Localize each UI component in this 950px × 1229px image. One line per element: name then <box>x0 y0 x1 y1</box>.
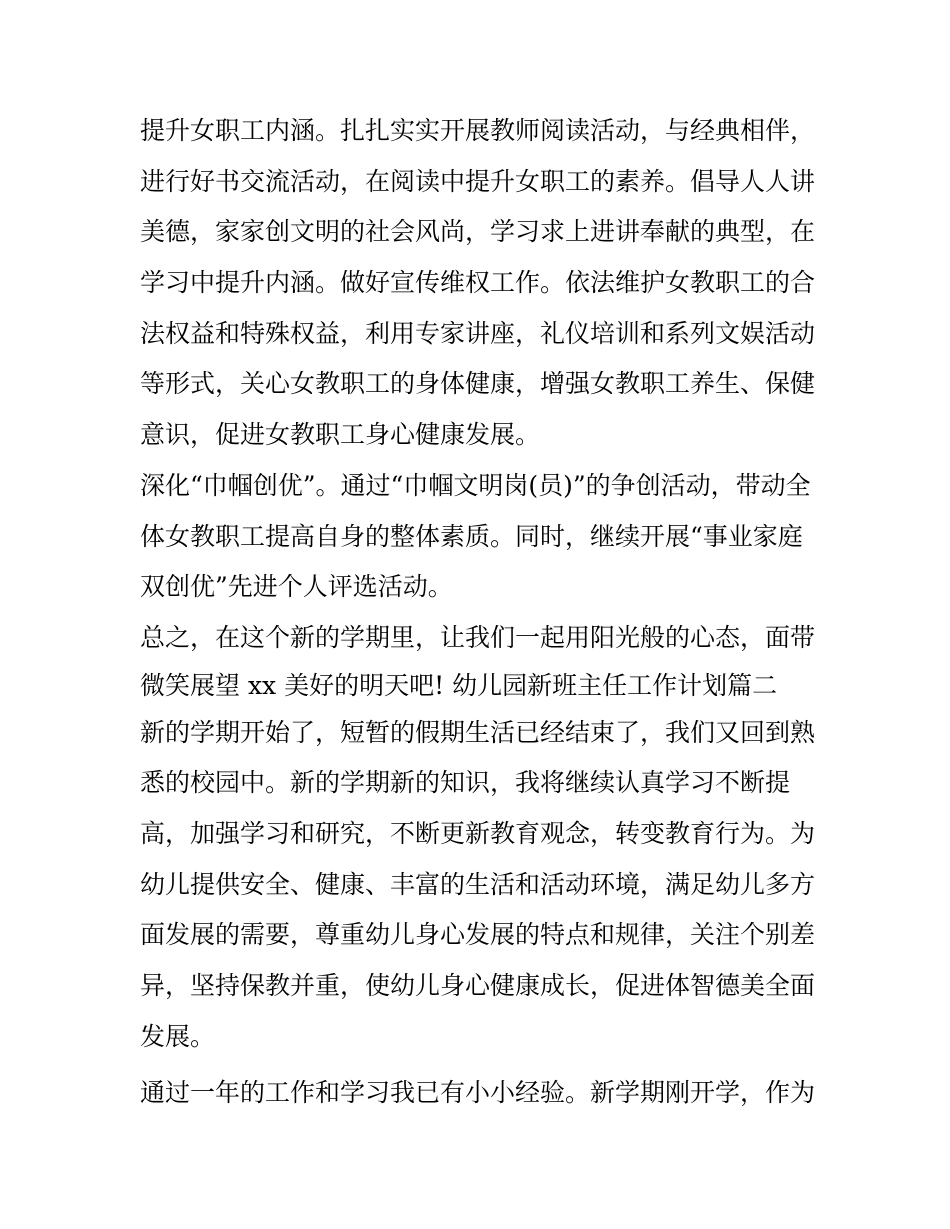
text-line: 高，加强学习和研究，不断更新教育观念，转变教育行为。为 <box>140 818 816 848</box>
text-line: 幼儿提供安全、健康、丰富的生活和活动环境，满足幼儿多方 <box>140 869 816 899</box>
text-line: 发展。 <box>140 1021 216 1051</box>
text-line: 美德，家家创文明的社会风尚，学习求上进讲奉献的典型，在 <box>140 217 816 247</box>
document-body <box>140 106 820 1119</box>
text-line: 法权益和特殊权益，利用专家讲座，礼仪培训和系列文娱活动 <box>140 318 816 348</box>
text-line: 双创优”先进个人评选活动。 <box>140 572 453 602</box>
text-line: 通过一年的工作和学习我已有小小经验。新学期刚开学，作为 <box>140 1078 816 1108</box>
text-line: 悉的校园中。新的学期新的知识，我将继续认真学习不断提 <box>140 768 791 798</box>
text-line: 异，坚持保教并重，使幼儿身心健康成长，促进体智德美全面 <box>140 971 816 1000</box>
text-line: 微笑展望 xx 美好的明天吧! 幼儿园新班主任工作计划篇二 <box>140 670 778 700</box>
text-line: 总之，在这个新的学期里，让我们一起用阳光般的心态，面带 <box>140 622 816 652</box>
text-line: 提升女职工内涵。扎扎实实开展教师阅读活动，与经典相伴， <box>140 116 816 145</box>
text-line: 意识，促进女教职工身心健康发展。 <box>140 420 541 450</box>
text-line: 进行好书交流活动，在阅读中提升女职工的素养。倡导人人讲 <box>140 166 816 196</box>
text-line: 学习中提升内涵。做好宣传维权工作。依法维护女教职工的合 <box>140 268 816 298</box>
text-line: 体女教职工提高自身的整体素质。同时，继续开展“事业家庭 <box>140 521 803 551</box>
text-line: 等形式，关心女教职工的身体健康，增强女教职工养生、保健 <box>140 369 816 399</box>
text-line: 新的学期开始了，短暂的假期生活已经结束了，我们又回到熟 <box>140 717 816 747</box>
text-line: 深化“巾帼创优”。通过“巾帼文明岗(员)”的争创活动，带动全 <box>140 470 811 500</box>
text-line: 面发展的需要，尊重幼儿身心发展的特点和规律，关注个别差 <box>140 920 816 950</box>
